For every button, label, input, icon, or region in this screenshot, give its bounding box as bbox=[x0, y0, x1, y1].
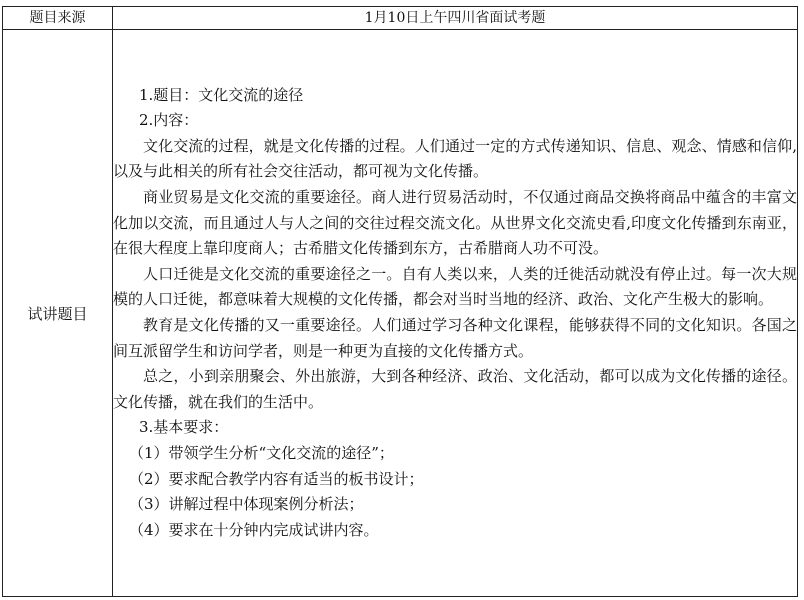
source-value: 1月10日上午四川省面试考题 bbox=[113, 7, 798, 30]
requirement-item: （2）要求配合教学内容有适当的板书设计； bbox=[129, 469, 424, 488]
paragraph: 教育是文化传播的又一重要途径。人们通过学习各种文化课程，能够获得不同的文化知识。各国之间互派留学生和访问学者，则是一种更为直接的文化传播方式。 bbox=[113, 316, 797, 360]
requirement-item: （3）讲解过程中体现案例分析法； bbox=[129, 495, 364, 514]
lecture-topic-label: 试讲题目 bbox=[3, 30, 113, 597]
paragraph: 文化交流的过程，就是文化传播的过程。人们通过一定的方式传递知识、信息、观念、情感和信仰,以及与此相关的所有社会交往活动，都可视为文化传播。 bbox=[113, 136, 797, 181]
content-row bbox=[3, 30, 798, 597]
requirements-heading: 3.基本要求： bbox=[139, 418, 229, 437]
requirement-item: （4）要求在十分钟内完成试讲内容。 bbox=[129, 520, 379, 539]
exam-question-table bbox=[2, 6, 798, 597]
paragraph: 总之，小到亲朋聚会、外出旅游，大到各种经济、政治、文化活动，都可以成为文化传播的途径。文化传播，就在我们的生活中。 bbox=[113, 367, 797, 411]
header-row bbox=[3, 7, 798, 30]
requirement-item: （1）带领学生分析“文化交流的途径”； bbox=[129, 443, 394, 462]
source-label: 题目来源 bbox=[3, 7, 113, 30]
content-heading: 2.内容： bbox=[139, 111, 199, 130]
lecture-content-cell bbox=[113, 30, 798, 597]
paragraph: 商业贸易是文化交流的重要途径。商人进行贸易活动时，不仅通过商品交换将商品中蕴含的丰富文化加以交流，而且通过人与人之间的交往过程交流文化。从世界文化交流史看,印度文化传播到东南亚，在很大程度上靠印度商人；古希腊文化传播到东方，古希腊商人功不可没。 bbox=[113, 188, 797, 258]
paragraph: 人口迁徙是文化交流的重要途径之一。自有人类以来，人类的迁徙活动就没有停止过。每一次大规模的人口迁徙，都意味着大规模的文化传播，都会对当时当地的经济、政治、文化产生极大的影响。 bbox=[113, 264, 797, 309]
topic-line: 1.题目：文化交流的途径 bbox=[139, 85, 304, 104]
